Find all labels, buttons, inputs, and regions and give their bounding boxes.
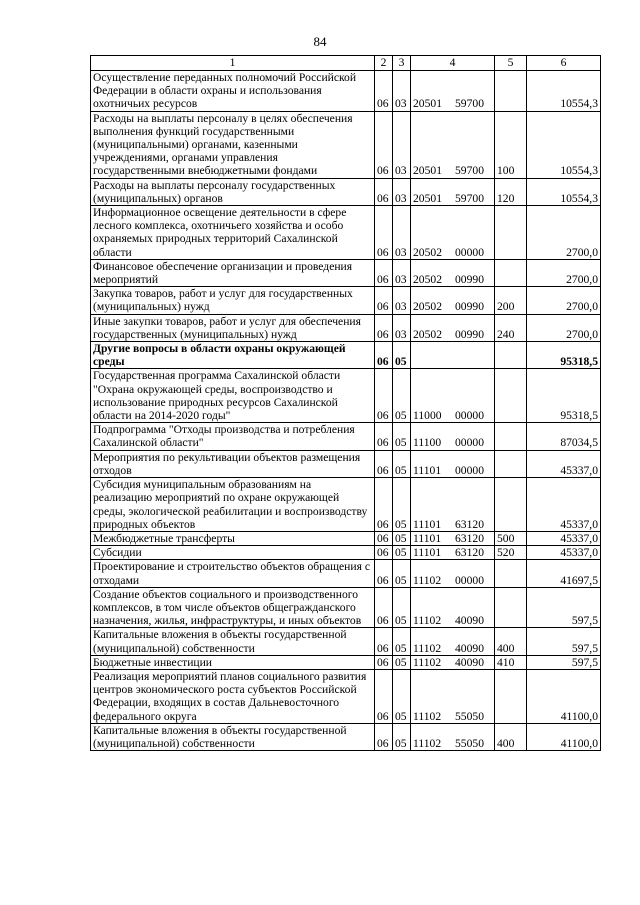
row-section: 06 [375,287,393,314]
table-row [91,531,601,545]
target-article-program: 20502 [413,327,442,341]
row-expense-type [495,450,527,477]
table-row [91,478,601,532]
row-expense-type [495,71,527,112]
budget-table [90,55,601,751]
row-amount: 41697,5 [527,560,601,587]
row-name: Другие вопросы в области охраны окружающей среды [91,342,375,369]
row-section: 06 [375,178,393,205]
row-name: Мероприятия по рекультивации объектов размещения отходов [91,450,375,477]
table-row [91,71,601,112]
row-section: 06 [375,723,393,750]
target-article-program: 20502 [413,273,442,287]
row-section: 06 [375,531,393,545]
row-subsection: 05 [393,531,411,545]
row-expense-type: 120 [495,178,527,205]
table-row [91,723,601,750]
row-amount: 45337,0 [527,546,601,560]
row-subsection: 03 [393,287,411,314]
table-row [91,111,601,178]
row-amount: 45337,0 [527,531,601,545]
table-row [91,423,601,450]
row-subsection: 03 [393,178,411,205]
table-row [91,206,601,260]
row-section: 06 [375,314,393,341]
row-expense-type: 240 [495,314,527,341]
target-article-program: 20501 [413,97,442,111]
row-expense-type [495,560,527,587]
target-article-program: 20502 [413,300,442,314]
row-amount: 2700,0 [527,314,601,341]
row-name: Межбюджетные трансферты [91,531,375,545]
row-subsection: 03 [393,259,411,286]
row-subsection: 05 [393,478,411,532]
row-expense-type: 100 [495,111,527,178]
row-expense-type [495,478,527,532]
row-amount: 597,5 [527,587,601,628]
row-subsection: 05 [393,669,411,723]
row-target-article [411,369,495,423]
table-row [91,287,601,314]
row-name: Субсидия муниципальным образованиям на реализацию мероприятий по охране окружающей среды, экологической реабилитации и воспроизводству природных объектов [91,478,375,532]
row-amount: 95318,5 [527,369,601,423]
row-subsection: 05 [393,723,411,750]
row-amount: 41100,0 [527,723,601,750]
target-article-program: 11101 [413,463,442,477]
row-amount: 41100,0 [527,669,601,723]
target-article-program: 11101 [413,546,442,560]
target-article-program: 11100 [413,436,442,450]
target-article-direction: 40090 [455,641,484,655]
row-name: Государственная программа Сахалинской области "Охрана окружающей среды, воспроизводство и использование природных ресурсов Сахалинской области на 2014-2020 годы" [91,369,375,423]
header-cell: 4 [411,56,495,71]
row-target-article [411,478,495,532]
row-target-article [411,531,495,545]
row-section: 06 [375,259,393,286]
target-article-direction: 59700 [455,191,484,205]
row-name: Реализация мероприятий планов социального развития центров экономического роста субъектов Российской Федерации, входящих в состав Дальневосточного федерального округа [91,669,375,723]
row-target-article [411,342,495,369]
row-amount: 597,5 [527,628,601,655]
row-subsection: 05 [393,560,411,587]
header-cell: 5 [495,56,527,71]
target-article-direction: 00000 [455,573,484,587]
row-section: 06 [375,655,393,669]
row-expense-type: 400 [495,723,527,750]
row-section: 06 [375,369,393,423]
row-name: Финансовое обеспечение организации и проведения мероприятий [91,259,375,286]
target-article-direction: 00000 [455,409,484,423]
row-section: 06 [375,669,393,723]
target-article-program: 11000 [413,409,442,423]
target-article-program: 11101 [413,531,442,545]
row-expense-type [495,369,527,423]
row-subsection: 05 [393,628,411,655]
row-name: Капитальные вложения в объекты государственной (муниципальной) собственности [91,628,375,655]
row-name: Бюджетные инвестиции [91,655,375,669]
row-section: 06 [375,450,393,477]
row-section: 06 [375,71,393,112]
row-amount: 2700,0 [527,287,601,314]
row-target-article [411,259,495,286]
table-row [91,655,601,669]
row-amount: 2700,0 [527,259,601,286]
target-article-direction: 40090 [455,614,484,628]
row-name: Расходы на выплаты персоналу государственных (муниципальных) органов [91,178,375,205]
target-article-direction: 63120 [455,517,484,531]
row-name: Иные закупки товаров, работ и услуг для обеспечения государственных (муниципальных) нужд [91,314,375,341]
row-section: 06 [375,423,393,450]
row-target-article [411,587,495,628]
table-row [91,259,601,286]
row-target-article [411,669,495,723]
row-subsection: 05 [393,369,411,423]
row-expense-type: 500 [495,531,527,545]
row-amount: 2700,0 [527,206,601,260]
target-article-program: 11102 [413,614,442,628]
table-row [91,314,601,341]
target-article-program: 20501 [413,191,442,205]
header-cell: 3 [393,56,411,71]
target-article-direction: 40090 [455,655,484,669]
row-expense-type [495,669,527,723]
row-amount: 10554,3 [527,178,601,205]
row-amount: 95318,5 [527,342,601,369]
row-name: Закупка товаров, работ и услуг для государственных (муниципальных) нужд [91,287,375,314]
row-target-article [411,450,495,477]
row-subsection: 05 [393,342,411,369]
row-target-article [411,111,495,178]
row-section: 06 [375,111,393,178]
row-subsection: 03 [393,71,411,112]
row-amount: 45337,0 [527,478,601,532]
row-target-article [411,546,495,560]
row-expense-type: 400 [495,628,527,655]
target-article-program: 20502 [413,245,442,259]
target-article-direction: 00990 [455,327,484,341]
row-target-article [411,560,495,587]
row-target-article [411,287,495,314]
row-section: 06 [375,546,393,560]
target-article-direction: 00000 [455,436,484,450]
row-section: 06 [375,587,393,628]
target-article-program: 11102 [413,655,442,669]
table-row [91,669,601,723]
table-header-row [91,56,601,71]
row-subsection: 05 [393,423,411,450]
target-article-direction: 55050 [455,709,484,723]
row-expense-type: 410 [495,655,527,669]
table-row [91,178,601,205]
row-name: Подпрограмма "Отходы производства и потребления Сахалинской области" [91,423,375,450]
target-article-program: 11102 [413,641,442,655]
row-subsection: 05 [393,546,411,560]
row-target-article [411,423,495,450]
page-number: 84 [313,34,327,49]
header-cell: 1 [91,56,375,71]
target-article-direction: 00990 [455,273,484,287]
target-article-program: 20501 [413,164,442,178]
row-subsection: 03 [393,314,411,341]
target-article-direction: 00000 [455,245,484,259]
row-expense-type [495,206,527,260]
row-amount: 87034,5 [527,423,601,450]
target-article-direction: 63120 [455,531,484,545]
target-article-direction: 55050 [455,736,484,750]
target-article-direction: 63120 [455,546,484,560]
row-amount: 45337,0 [527,450,601,477]
row-expense-type [495,587,527,628]
row-name: Капитальные вложения в объекты государственной (муниципальной) собственности [91,723,375,750]
header-cell: 2 [375,56,393,71]
row-name: Осуществление переданных полномочий Российской Федерации в области охраны и использования охотничьих ресурсов [91,71,375,112]
row-subsection: 05 [393,655,411,669]
row-name: Проектирование и строительство объектов обращения с отходами [91,560,375,587]
row-expense-type: 520 [495,546,527,560]
row-name: Создание объектов социального и производственного комплексов, в том числе объектов общегражданского назначения, жилья, инфраструктуры, и иных объектов [91,587,375,628]
table-row [91,560,601,587]
row-section: 06 [375,342,393,369]
target-article-direction: 59700 [455,97,484,111]
row-expense-type [495,259,527,286]
row-target-article [411,178,495,205]
table-row [91,628,601,655]
row-subsection: 05 [393,450,411,477]
row-section: 06 [375,560,393,587]
row-expense-type: 200 [495,287,527,314]
target-article-direction: 00990 [455,300,484,314]
row-section: 06 [375,478,393,532]
table-row [91,546,601,560]
row-target-article [411,723,495,750]
row-subsection: 03 [393,111,411,178]
row-name: Информационное освещение деятельности в сфере лесного комплекса, охотничьего хозяйства и особо охраняемых природных территорий Сахалинской области [91,206,375,260]
target-article-direction: 00000 [455,463,484,477]
row-name: Субсидии [91,546,375,560]
row-amount: 597,5 [527,655,601,669]
row-amount: 10554,3 [527,71,601,112]
target-article-direction: 59700 [455,164,484,178]
target-article-program: 11102 [413,709,442,723]
target-article-program: 11102 [413,736,442,750]
row-target-article [411,655,495,669]
table-row [91,369,601,423]
row-subsection: 03 [393,206,411,260]
row-section: 06 [375,206,393,260]
row-amount: 10554,3 [527,111,601,178]
row-target-article [411,71,495,112]
row-section: 06 [375,628,393,655]
header-cell: 6 [527,56,601,71]
row-target-article [411,314,495,341]
target-article-program: 11101 [413,517,442,531]
row-expense-type [495,342,527,369]
target-article-program: 11102 [413,573,442,587]
row-subsection: 05 [393,587,411,628]
table-row [91,587,601,628]
table-row [91,342,601,369]
row-expense-type [495,423,527,450]
row-target-article [411,628,495,655]
table-row [91,450,601,477]
row-name: Расходы на выплаты персоналу в целях обеспечения выполнения функций государственными (муниципальными) органами, казенными учреждениями, органами управления государственными внебюджетными фондами [91,111,375,178]
row-target-article [411,206,495,260]
